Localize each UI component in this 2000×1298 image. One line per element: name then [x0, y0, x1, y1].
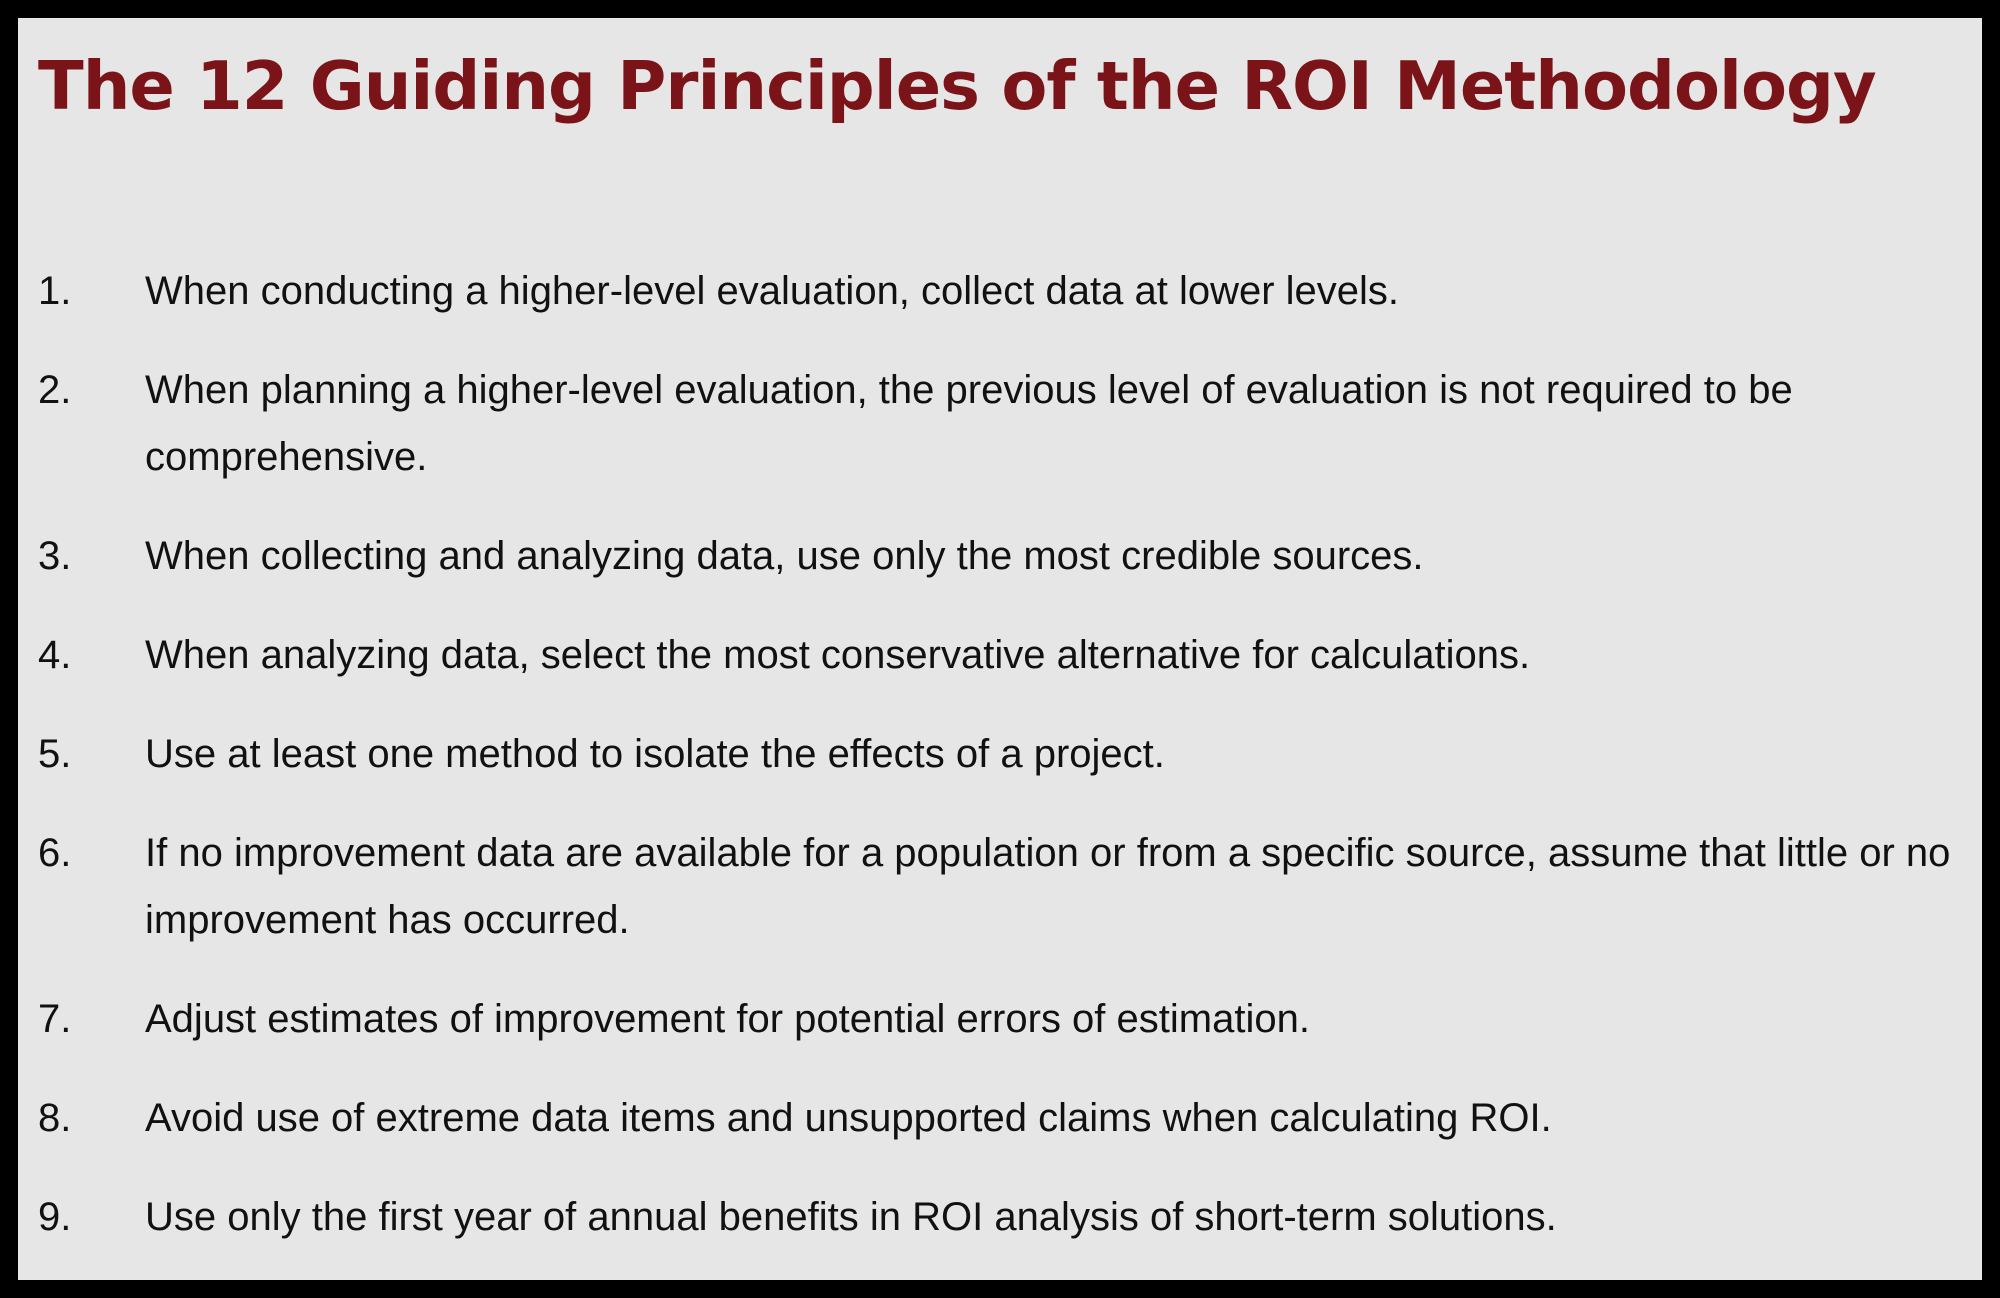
list-item [38, 357, 1958, 491]
list-item [38, 258, 1958, 325]
item-number: 9. [38, 1195, 72, 1239]
item-text: When planning a higher-level evaluation, the previous level of evaluation is not required to be comprehensive. [145, 368, 1793, 479]
list-item [38, 820, 1958, 954]
item-text: When analyzing data, select the most conservative alternative for calculations. [145, 633, 1531, 677]
slide-title: The 12 Guiding Principles of the ROI Methodology [38, 47, 1876, 125]
item-number: 3. [38, 534, 72, 578]
list-item [38, 523, 1958, 590]
item-number: 2. [38, 368, 72, 412]
item-text: Use at least one method to isolate the effects of a project. [145, 732, 1165, 776]
item-text: When collecting and analyzing data, use only the most credible sources. [145, 534, 1424, 578]
item-text: Use only the first year of annual benefits in ROI analysis of short-term solutions. [145, 1195, 1557, 1239]
item-text: Avoid use of extreme data items and unsupported claims when calculating ROI. [145, 1096, 1552, 1140]
item-number: 8. [38, 1096, 72, 1140]
item-text: When conducting a higher-level evaluation, collect data at lower levels. [145, 269, 1400, 313]
item-number: 7. [38, 997, 72, 1041]
list-item [38, 721, 1958, 788]
item-text: If no improvement data are available for a population or from a specific source, assume that little or no improvement has occurred. [145, 831, 1951, 942]
list-item [38, 622, 1958, 689]
list-item [38, 986, 1958, 1053]
list-item [38, 1184, 1958, 1251]
list-item [38, 1085, 1958, 1152]
item-number: 6. [38, 831, 72, 875]
item-number: 4. [38, 633, 72, 677]
slide [18, 18, 1982, 1280]
principles-list [38, 258, 1958, 1283]
item-number: 5. [38, 732, 72, 776]
item-text: Adjust estimates of improvement for potential errors of estimation. [145, 997, 1310, 1041]
item-number: 1. [38, 269, 72, 313]
